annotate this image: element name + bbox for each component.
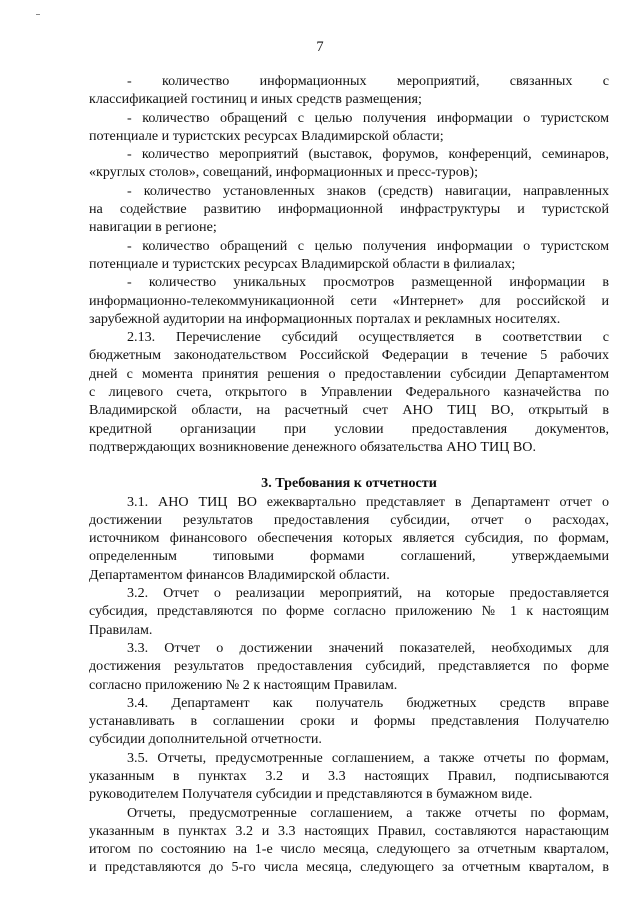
text-line: - количество обращений с целью получения информации о туристском	[127, 109, 609, 126]
text-line: 3.4. Департамент как получатель бюджетных средств вправе	[127, 694, 609, 711]
text-line: «круглых столов», совещаний, информационных и пресс-туров);	[89, 164, 479, 181]
text-line: классификацией гостиниц и иных средств размещения;	[89, 91, 422, 108]
text-line: итогом по состоянию на 1-е число месяца, следующего за отчетным кварталом,	[89, 841, 609, 858]
text-line: 3.2. Отчет о реализации мероприятий, на которые предоставляется	[127, 585, 609, 602]
text-line: определенным типовыми формами соглашений, утверждаемыми	[89, 548, 609, 565]
page-number: 7	[316, 39, 324, 55]
text-line: информационно-телекоммуникационной сети «Интернет» для российской и	[89, 292, 609, 309]
text-line: кредитной организации при условии предоставления документов,	[89, 420, 609, 437]
text-line: субсидия, представляются по форме согласно приложению № 1 к настоящим	[89, 603, 609, 620]
document-body	[89, 72, 609, 877]
text-line: Отчеты, предусмотренные соглашением, а также отчеты по формам,	[127, 804, 609, 821]
text-line: с лицевого счета, открытого в Управлении Федерального казначейства по	[89, 384, 609, 401]
text-line: Департаментом финансов Владимирской области.	[89, 566, 390, 583]
section-3-body	[89, 493, 609, 877]
text-line: Владимирской области, на расчетный счет АНО ТИЦ ВО, открытый в	[89, 402, 609, 419]
text-line: зарубежной аудитории на информационных порталах и рекламных носителях.	[89, 310, 561, 327]
text-line: субсидии дополнительной отчетности.	[89, 731, 322, 748]
text-line: - количество обращений с целью получения информации о туристском	[127, 237, 609, 254]
text-line: 3.1. АНО ТИЦ ВО ежеквартально представляет в Департамент отчет о	[127, 493, 609, 510]
text-line: дней с момента принятия решения о предоставлении субсидии Департаментом	[89, 365, 609, 382]
section-heading: 3. Требования к отчетности	[261, 475, 437, 492]
section-2-continuation	[89, 72, 609, 456]
text-line: указанным в пунктах 3.2 и 3.3 настоящих Правил, подписываются	[89, 767, 609, 784]
text-line: бюджетным законодательством Российской Федерации в течение 5 рабочих	[89, 347, 609, 364]
text-line: - количество уникальных просмотров размещенной информации в	[127, 274, 609, 291]
text-line: - количество информационных мероприятий, связанных с	[127, 73, 609, 89]
text-line: достижения результатов предоставления субсидий, представляется по форме	[89, 658, 609, 675]
text-line: и представляются до 5-го числа месяца, следующего за отчетным кварталом, в	[89, 859, 609, 876]
text-line: - количество установленных знаков (средств) навигации, направленных	[127, 182, 609, 199]
scan-mark	[36, 14, 40, 15]
text-line: достижении результатов предоставления субсидии, отчет о расходах,	[89, 511, 609, 528]
text-line: - количество мероприятий (выставок, форумов, конференций, семинаров,	[127, 146, 609, 163]
text-line: потенциале и туристских ресурсах Владимирской области в филиалах;	[89, 255, 516, 272]
text-line: 2.13. Перечисление субсидий осуществляется в соответствии с	[127, 329, 609, 346]
text-line: на содействие развитию информационной инфраструктуры и туристской	[89, 201, 609, 218]
text-line: 3.5. Отчеты, предусмотренные соглашением, а также отчеты по формам,	[127, 749, 609, 766]
text-line: навигации в регионе;	[89, 219, 217, 236]
text-line: устанавливать в соглашении сроки и формы представления Получателю	[89, 713, 609, 730]
text-line: источником финансового обеспечения которых является субсидия, по формам,	[89, 530, 609, 547]
text-line: подтверждающих возникновение денежного обязательства АНО ТИЦ ВО.	[89, 438, 536, 455]
text-line: потенциале и туристских ресурсах Владимирской области;	[89, 127, 444, 144]
text-line: руководителем Получателя субсидии и представляются в бумажном виде.	[89, 786, 533, 803]
text-line: Правилам.	[89, 621, 153, 638]
text-line: 3.3. Отчет о достижении значений показателей, необходимых для	[127, 639, 609, 656]
text-line: согласно приложению № 2 к настоящим Правилам.	[89, 676, 398, 693]
text-line: указанным в пунктах 3.2 и 3.3 настоящих Правил, составляются нарастающим	[89, 822, 609, 839]
